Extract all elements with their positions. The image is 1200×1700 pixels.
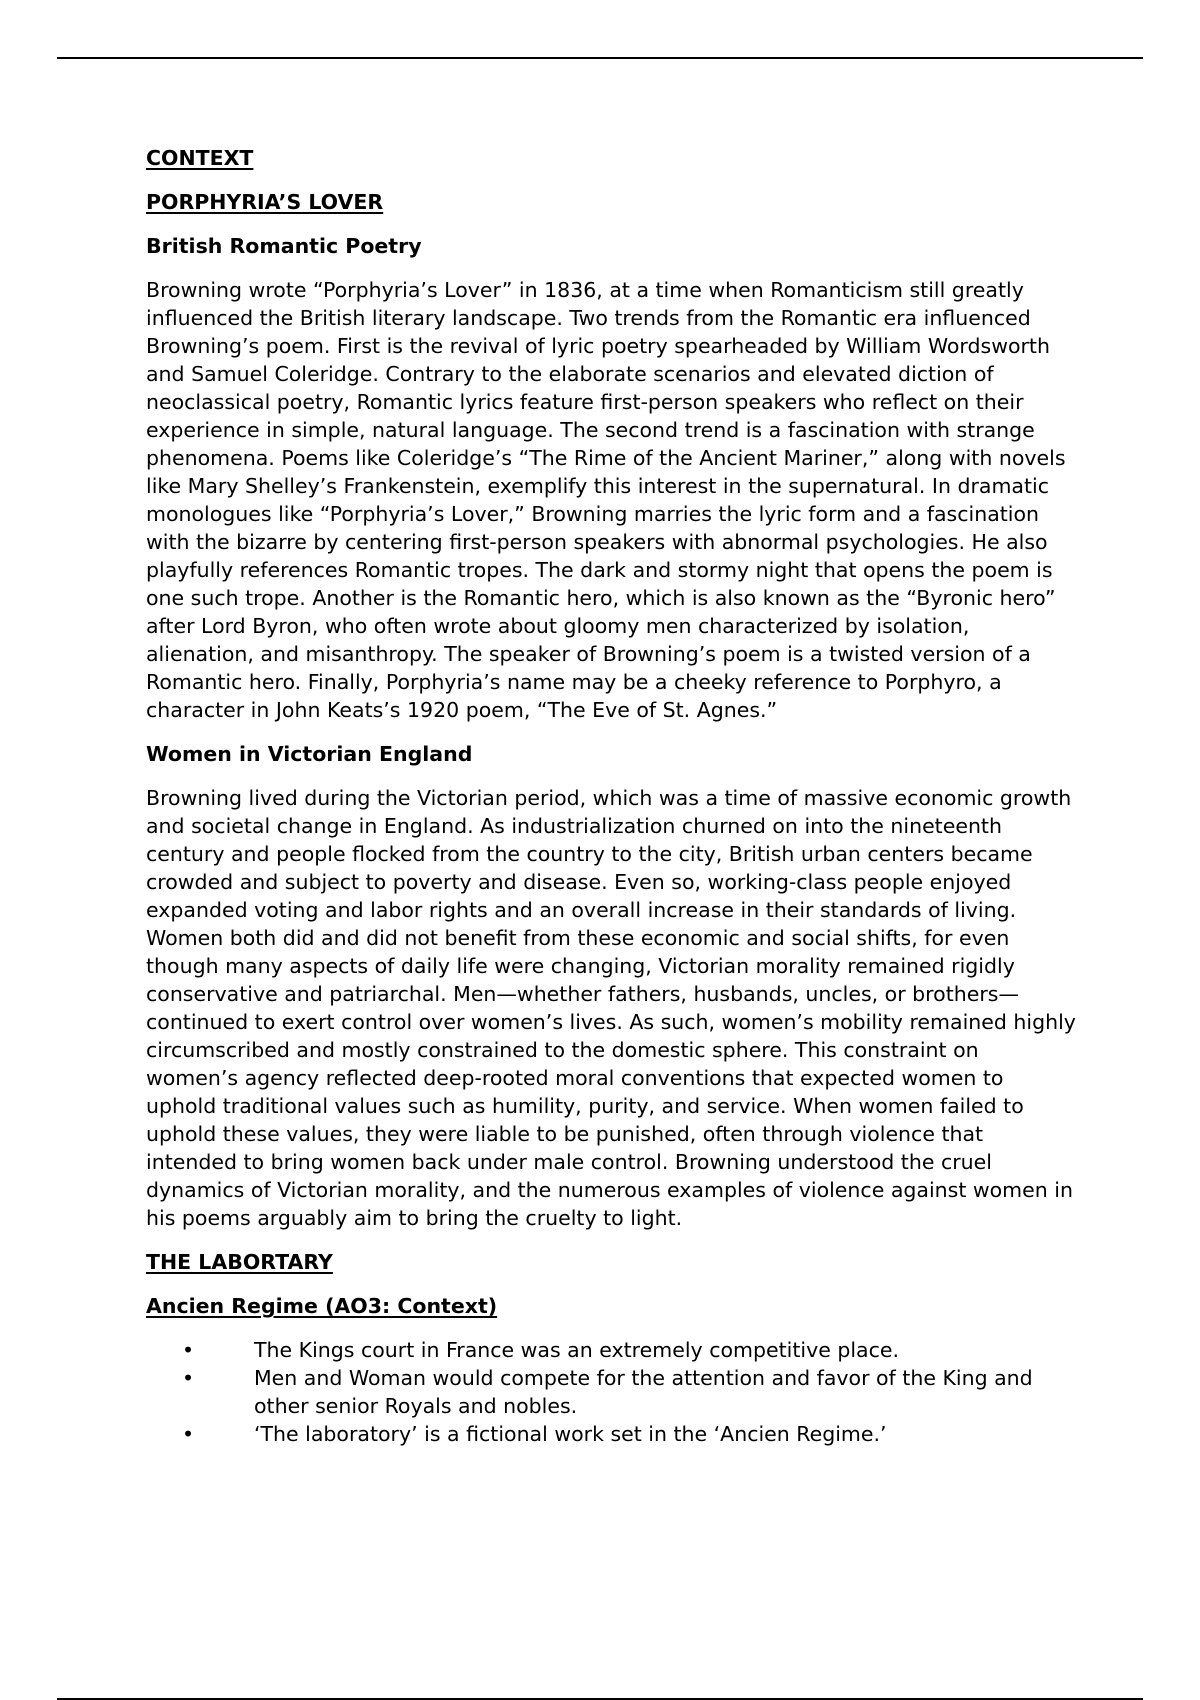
list-item bbox=[146, 1364, 1076, 1420]
british-romantic-poetry-paragraph: Browning wrote “Porphyria’s Lover” in 1836, at a time when Romanticism still greatly influenced the British literary landscape. Two trends from the Romantic era influenced Browning’s poem. First is the revival of lyric poetry spearheaded by William Wordsworth and Samuel Coleridge. Contrary to the elaborate scenarios and elevated diction of neoclassical poetry, Romantic lyrics feature first-person speakers who reflect on their experience in simple, natural language. The second trend is a fascination with strange phenomena. Poems like Coleridge’s “The Rime of the Ancient Mariner,” along with novels like Mary Shelley’s Frankenstein, exemplify this interest in the supernatural. In dramatic monologues like “Porphyria’s Lover,” Browning marries the lyric form and a fascination with the bizarre by centering first-person speakers with abnormal psychologies. He also playfully references Romantic tropes. The dark and stormy night that opens the poem is one such trope. Another is the Romantic hero, which is also known as the “Byronic hero” after Lord Byron, who often wrote about gloomy men characterized by isolation, alienation, and misanthropy. The speaker of Browning’s poem is a twisted version of a Romantic hero. Finally, Porphyria’s name may be a cheeky reference to Porphyro, a character in John Keats’s 1920 poem, “The Eve of St. Agnes.” bbox=[146, 278, 1066, 722]
bullet-icon: • bbox=[182, 1366, 195, 1390]
document-body bbox=[146, 144, 1076, 1448]
bullet-icon: • bbox=[182, 1338, 195, 1362]
ancien-regime-bullet-list bbox=[146, 1336, 1076, 1448]
ancien-regime-heading: Ancien Regime (AO3: Context) bbox=[146, 1294, 498, 1318]
list-item-text: The Kings court in France was an extremely competitive place. bbox=[254, 1338, 899, 1362]
porphyrias-lover-title: PORPHYRIA’S LOVER bbox=[146, 190, 384, 214]
context-title: CONTEXT bbox=[146, 146, 254, 170]
british-romantic-poetry-heading: British Romantic Poetry bbox=[146, 234, 422, 258]
list-item bbox=[146, 1420, 1076, 1448]
women-victorian-england-heading: Women in Victorian England bbox=[146, 742, 473, 766]
the-laboratory-title: THE LABORTARY bbox=[146, 1250, 333, 1274]
bullet-icon: • bbox=[182, 1422, 195, 1446]
header-rule bbox=[57, 57, 1143, 59]
list-item bbox=[146, 1336, 1076, 1364]
list-item-text: Men and Woman would compete for the attention and favor of the King and other senior Royals and nobles. bbox=[254, 1366, 1033, 1418]
women-victorian-england-paragraph: Browning lived during the Victorian period, which was a time of massive economic growth and societal change in England. As industrialization churned on into the nineteenth century and people flocked from the country to the city, British urban centers became crowded and subject to poverty and disease. Even so, working-class people enjoyed expanded voting and labor rights and an overall increase in their standards of living. Women both did and did not benefit from these economic and social shifts, for even though many aspects of daily life were changing, Victorian morality remained rigidly conservative and patriarchal. Men—whether fathers, husbands, uncles, or brothers—continued to exert control over women’s lives. As such, women’s mobility remained highly circumscribed and mostly constrained to the domestic sphere. This constraint on women’s agency reflected deep-rooted moral conventions that expected women to uphold traditional values such as humility, purity, and service. When women failed to uphold these values, they were liable to be punished, often through violence that intended to bring women back under male control. Browning understood the cruel dynamics of Victorian morality, and the numerous examples of violence against women in his poems arguably aim to bring the cruelty to light. bbox=[146, 786, 1076, 1230]
list-item-text: ‘The laboratory’ is a fictional work set in the ‘Ancien Regime.’ bbox=[254, 1422, 887, 1446]
